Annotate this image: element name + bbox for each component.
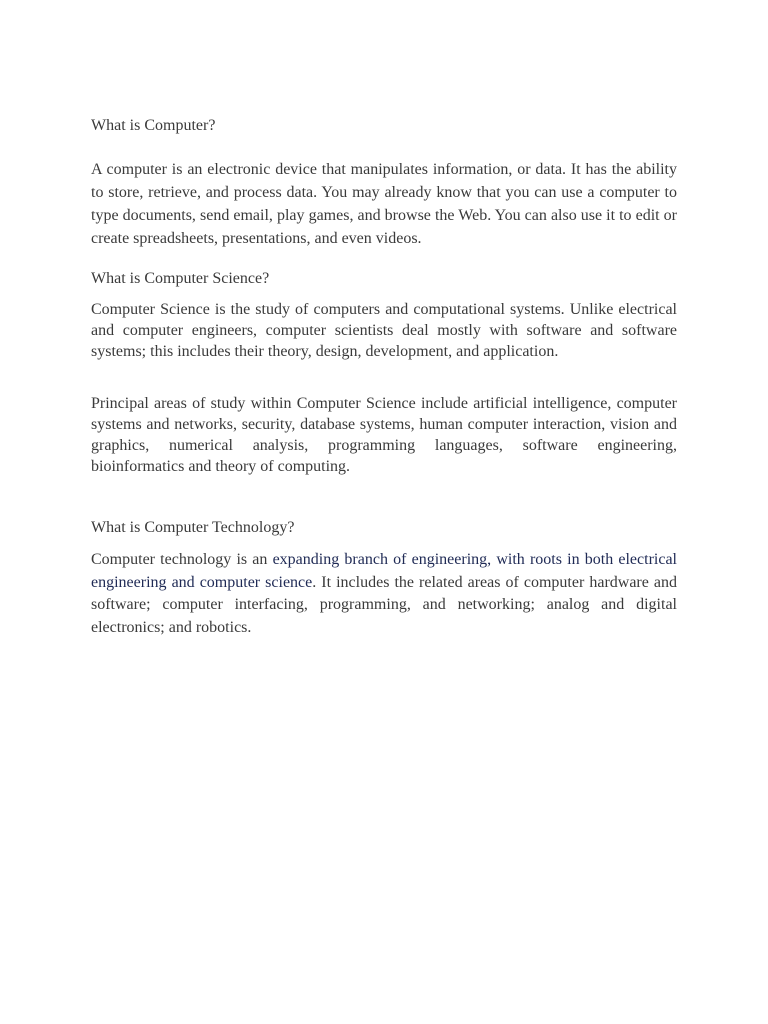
heading-what-is-computer: What is Computer? [91, 117, 216, 134]
paragraph-text-start: Computer technology is an [91, 551, 273, 568]
paragraph-computer-science-areas: Principal areas of study within Computer Science include artificial intelligence, computer systems and networks, security, database systems, human computer interaction, vision and graphics, numerical analysis, programming languages, software engineering, bioinformatics and theory of computing. [91, 395, 677, 475]
paragraph-computer-technology-definition [91, 549, 677, 639]
heading-what-is-computer-science: What is Computer Science? [91, 270, 270, 287]
highlighted-phrase: expanding branch of engineering, with roots in both electrical engineering and computer science [91, 551, 677, 591]
paragraph-text-end: . It includes the related areas of computer hardware and software; computer interfacing, programming, and networking; analog and digital electronics; and robotics. [91, 573, 678, 636]
paragraph-computer-definition: A computer is an electronic device that manipulates information, or data. It has the ability to store, retrieve, and process data. You may already know that you can use a computer to type documents, send email, play games, and browse the Web. You can also use it to edit or create spreadsheets, presentations, and even videos. [91, 161, 677, 247]
paragraph-computer-science-definition: Computer Science is the study of computers and computational systems. Unlike electrical and computer engineers, computer scientists deal mostly with software and software systems; this includes their theory, design, development, and application. [91, 301, 677, 360]
heading-what-is-computer-technology: What is Computer Technology? [91, 519, 295, 536]
